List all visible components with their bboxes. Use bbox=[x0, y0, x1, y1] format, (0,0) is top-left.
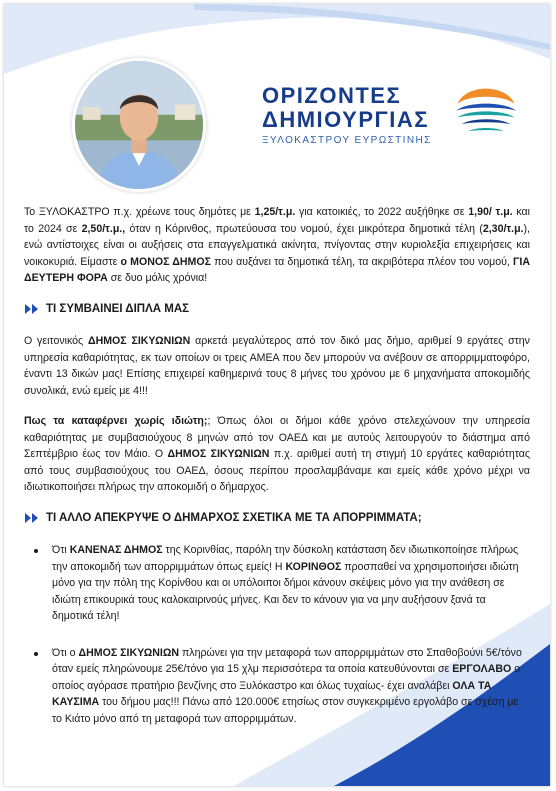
brand-title-line2: ΔΗΜΙΟΥΡΓΙΑΣ bbox=[262, 107, 429, 132]
horizons-logo-icon bbox=[452, 74, 520, 142]
intro-paragraph: Το ΞΥΛΟΚΑΣΤΡΟ π.χ. χρέωνε τους δημότες με 1,25/τ.μ. για κατοικιές, το 2022 αυξήθηκε σε 1,90/ τ.μ. και το 2024 σε 2,50/τ.μ., όταν η Κόρινθος, πρωτεύουσα του νομού, έχει μικρότερα δημοτικά τέλη (2,30/τ.μ.), ενώ αντίστοιχες είναι οι αυξήσεις στα επαγγελματικά ακίνητα, πνίγοντας στην κυριολεξία επιχειρήσεις και νοικοκυριά. Είμαστε ο ΜΟΝΟΣ ΔΗΜΟΣ που αυξάνει τα δημοτικά τέλη, τα ακριβότερα πλέον του νομού, ΓΙΑ ΔΕΥΤΕΡΗ ΦΟΡΑ σε δυο μόλις χρόνια! bbox=[24, 206, 530, 284]
section1-paragraph1: Ο γειτονικός ΔΗΜΟΣ ΣΙΚΥΩΝΙΩΝ αρκετά μεγαλύτερος από τον δικό μας δήμο, αριθμεί 9 εργάτες στην υπηρεσία καθαριότητας, εκ των οποίων οι τρεις ΑΜΕΑ που δεν μπορούν να ανέβουν σε απορριμματοφόρο, έναντι 13 δικών μας! Επίσης επιχειρεί καθημερινά τους 8 μήνες του χρόνου με 6 μηχανήματα αποκομιδής συνολικά, ενώ εμείς με 4!!! bbox=[24, 335, 530, 397]
section1-heading bbox=[24, 301, 530, 318]
double-chevron-icon bbox=[24, 303, 40, 315]
bullet-item: Ότι ο ΔΗΜΟΣ ΣΙΚΥΩΝΙΩΝ πληρώνει για την μεταφορά των απορριμμάτων στο Σπαθοβούνι 5€/τόνο όταν εμείς πληρώνουμε 25€/τόνο για 15 χλμ περισσότερα τα οποία κατευθύνονται σε ΕΡΓΟΛΑΒΟ ο οποίος αγόρασε πρατήριο βενζίνης στο Ξυλόκαστρο και όλως τυχαίως- έχει αναλάβει ΟΛΑ ΤΑ ΚΑΥΣΙΜΑ του δήμου μας!!! Πάνω από 120.000€ ετησίως στον συγκεκριμένο εργολάβο σε σχέση με το Κιάτο μόνο από τη μεταφορά των απορριμμάτων. bbox=[24, 645, 530, 728]
bullet-dot-icon bbox=[34, 549, 38, 553]
bullet-dot-icon bbox=[34, 652, 38, 656]
double-chevron-icon bbox=[24, 512, 40, 524]
flyer-page bbox=[4, 4, 550, 786]
candidate-portrait bbox=[72, 58, 206, 192]
brand-block bbox=[262, 84, 462, 146]
section2-heading bbox=[24, 510, 530, 527]
bullet-item: Ότι ΚΑΝΕΝΑΣ ΔΗΜΟΣ της Κορινθίας, παρόλη την δύσκολη κατάσταση δεν ιδιωτικοποίησε πλήρως την αποκομιδή των απορριμμάτων όπως εμείς! Η ΚΟΡΙΝΘΟΣ προσπαθεί να χρησιμοποιήσει ιδιώτη μόνο για την πόλη της Κορίνθου και οι υπόλοιποι δήμοι κάνουν σκέψεις μόνο για την ανάθεση σε ιδιώτη επικουρικά τους καλοκαιρινούς μήνες. Και δεν το κάνουν για να μην αυξήσουν ξανά τα δημοτικά τέλη! bbox=[24, 542, 530, 625]
content-area bbox=[24, 204, 530, 741]
brand-subtitle: ΞΥΛΟΚΑΣΤΡΟΥ ΕΥΡΩΣΤΙΝΗΣ bbox=[262, 135, 432, 146]
brand-title-line1: ΟΡΙΖΟΝΤΕΣ bbox=[262, 83, 402, 108]
section1-paragraph2: Πως τα καταφέρνει χωρίς ιδιώτη;; Όπως όλοι οι δήμοι κάθε χρόνο στελεχώνουν την υπηρεσία καθαριότητας με συμβασιούχους 8 μηνών από τον ΟΑΕΔ και με αυτούς λειτουργούν το διάστημα από Σεπτέμβριο έως τον Μάιο. Ο ΔΗΜΟΣ ΣΙΚΥΩΝΙΩΝ π.χ. αριθμεί αυτή τη στιγμή 10 εργάτες καθαριότητας από τους συμβασιούχους του ΟΑΕΔ, όσους περίπου προσλαμβάναμε και εμείς κάθε χρόνο μέχρι να ιδιωτικοποιήσει πλήρως την αποκομιδή ο δήμαρχος. bbox=[24, 415, 530, 493]
section2-bullet-list bbox=[24, 542, 530, 727]
section1-title: ΤΙ ΣΥΜΒΑΙΝΕΙ ΔΙΠΛΑ ΜΑΣ bbox=[46, 302, 190, 315]
section2-title: ΤΙ ΑΛΛΟ ΑΠΕΚΡΥΨΕ Ο ΔΗΜΑΡΧΟΣ ΣΧΕΤΙΚΑ ΜΕ ΤΑ ΑΠΟΡΡΙΜΜΑΤΑ; bbox=[46, 511, 422, 524]
portrait-photo-icon bbox=[75, 61, 203, 189]
